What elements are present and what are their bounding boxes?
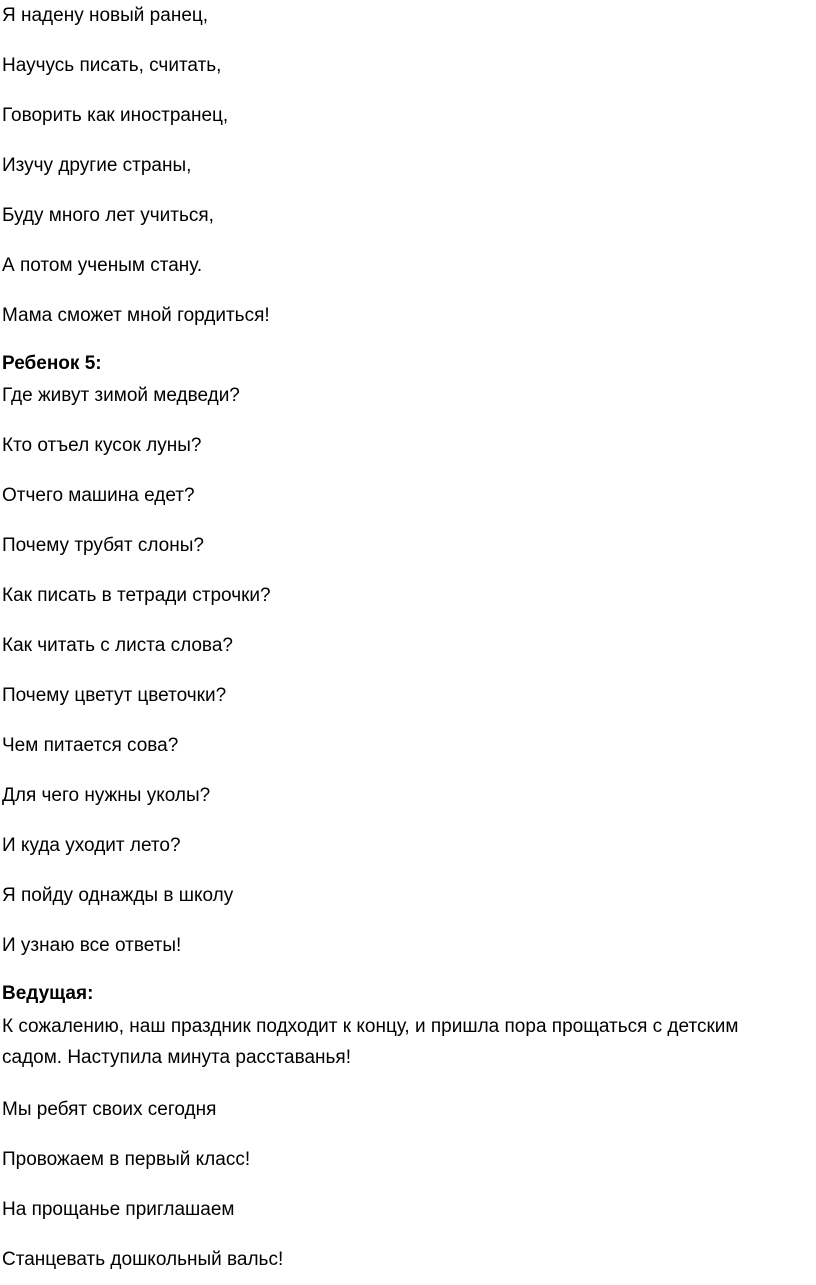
- poem-line: Кто отъел кусок луны?: [2, 435, 202, 456]
- poem-line: Научусь писать, считать,: [2, 55, 222, 76]
- poem-line: Почему цветут цветочки?: [2, 685, 227, 706]
- poem-line: Мы ребят своих сегодня: [2, 1099, 217, 1120]
- poem-line: Провожаем в первый класс!: [2, 1149, 251, 1170]
- poem-line: Где живут зимой медведи?: [2, 385, 240, 406]
- speaker-label: Ведущая:: [2, 983, 94, 1004]
- poem-line: Почему трубят слоны?: [2, 535, 204, 556]
- poem-line: Станцевать дошкольный вальс!: [2, 1249, 284, 1270]
- poem-line: Для чего нужны уколы?: [2, 785, 211, 806]
- poem-line: Чем питается сова?: [2, 735, 179, 756]
- poem-line: Буду много лет учиться,: [2, 205, 214, 226]
- poem-line: Я надену новый ранец,: [2, 5, 209, 26]
- poem-line: Изучу другие страны,: [2, 155, 192, 176]
- poem-line: Как писать в тетради строчки?: [2, 585, 271, 606]
- poem-line: На прощанье приглашаем: [2, 1199, 235, 1220]
- poem-line: Я пойду однажды в школу: [2, 885, 234, 906]
- poem-line: И куда уходит лето?: [2, 835, 181, 856]
- speaker-label: Ребенок 5:: [2, 353, 102, 374]
- poem-line: Мама сможет мной гордиться!: [2, 305, 270, 326]
- poem-line: И узнаю все ответы!: [2, 935, 182, 956]
- host-paragraph: К сожалению, наш праздник подходит к концу, и пришла пора прощаться с детским садом. Наступила минута расставанья!: [2, 1016, 739, 1068]
- poem-line: Говорить как иностранец,: [2, 105, 229, 126]
- document-page: [0, 3, 816, 1285]
- poem-line: Как читать с листа слова?: [2, 635, 233, 656]
- poem-line: А потом ученым стану.: [2, 255, 203, 276]
- poem-line: Отчего машина едет?: [2, 485, 195, 506]
